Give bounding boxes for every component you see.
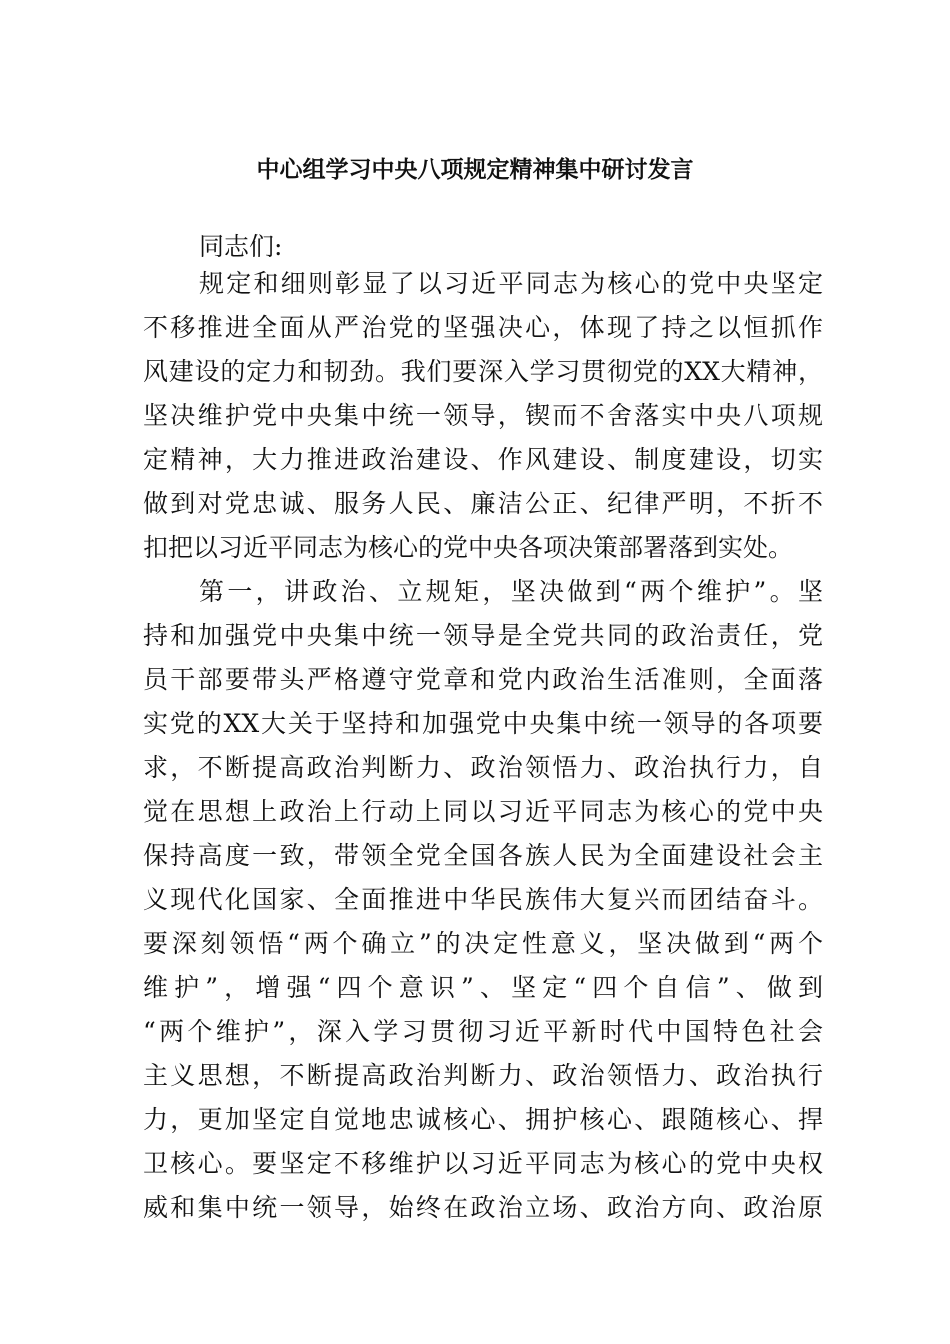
paragraph-line: 要深刻领悟“两个确立”的决定性意义，坚决做到“两个 [143,929,823,958]
paragraph-line: 扣把以习近平同志为核心的党中央各项决策部署落到实处。 [143,533,794,562]
paragraph-line: 第一，讲政治、立规矩，坚决做到“两个维护”。坚 [199,577,823,606]
paragraph-line: 不移推进全面从严治党的坚强决心，体现了持之以恒抓作 [143,313,823,342]
paragraph-line: 求，不断提高政治判断力、政治领悟力、政治执行力，自 [143,753,823,782]
paragraph-line: 规定和细则彰显了以习近平同志为核心的党中央坚定 [199,269,823,298]
paragraph-line: 坚决维护党中央集中统一领导，锲而不舍落实中央八项规 [143,401,823,430]
paragraph-line: 觉在思想上政治上行动上同以习近平同志为核心的党中央 [143,797,823,826]
paragraph-line: 定精神，大力推进政治建设、作风建设、制度建设，切实 [143,445,823,474]
document-title: 中心组学习中央八项规定精神集中研讨发言 [256,157,694,183]
paragraph-line: 持和加强党中央集中统一领导是全党共同的政治责任，党 [143,621,823,650]
paragraph-line: 风建设的定力和韧劲。我们要深入学习贯彻党的XX大精神， [143,357,823,386]
paragraph-line: 威和集中统一领导，始终在政治立场、政治方向、政治原 [143,1193,823,1222]
paragraph-line: 做到对党忠诚、服务人民、廉洁公正、纪律严明，不折不 [143,489,823,518]
paragraph-line: 义现代化国家、全面推进中华民族伟大复兴而团结奋斗。 [143,885,823,914]
salutation: 同志们: [199,232,283,261]
paragraph-line: 保持高度一致，带领全党全国各族人民为全面建设社会主 [143,841,823,870]
paragraph-line: 维护”，增强“四个意识”、坚定“四个自信”、做到 [143,973,823,1002]
paragraph-line: 员干部要带头严格遵守党章和党内政治生活准则，全面落 [143,665,823,694]
paragraph-line: 卫核心。要坚定不移维护以习近平同志为核心的党中央权 [143,1149,823,1178]
paragraph-line: 力，更加坚定自觉地忠诚核心、拥护核心、跟随核心、捍 [143,1105,823,1134]
paragraph-line: 主义思想，不断提高政治判断力、政治领悟力、政治执行 [143,1061,823,1090]
paragraph-line: “两个维护”，深入学习贯彻习近平新时代中国特色社会 [143,1017,823,1046]
paragraph-line: 实党的XX大关于坚持和加强党中央集中统一领导的各项要 [143,709,823,738]
